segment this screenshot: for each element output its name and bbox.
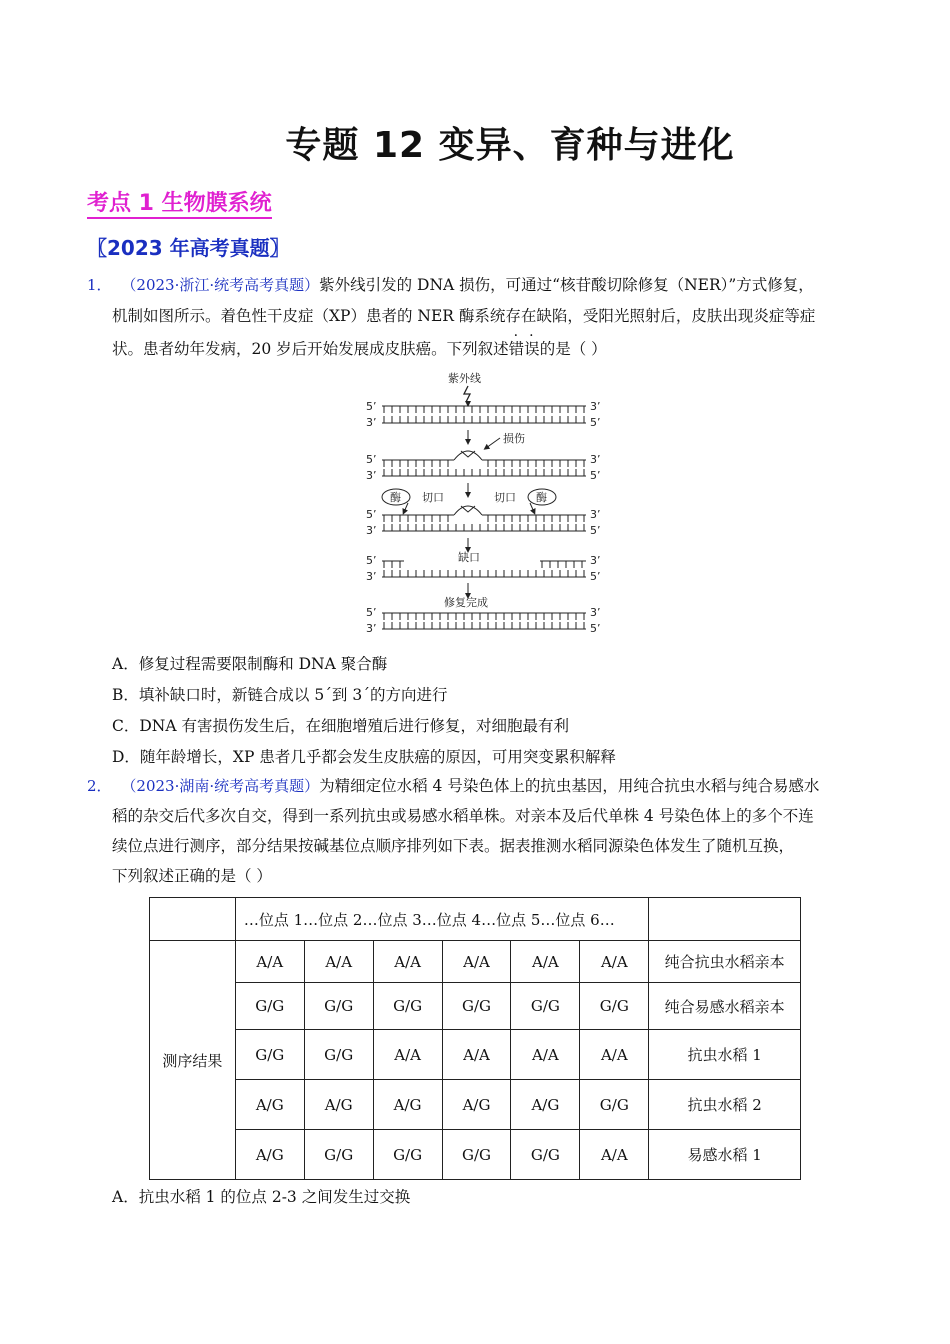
table-cell: G/G — [304, 1030, 373, 1080]
table-cell: G/G — [235, 983, 304, 1030]
end-label: 5’ — [366, 508, 377, 521]
table-header-empty — [649, 898, 801, 941]
page-title: 专题 12 变异、育种与进化 — [285, 125, 735, 166]
q2-option-a: A．抗虫水稻 1 的位点 2-3 之间发生过交换 — [112, 1188, 411, 1206]
table-cell: A/A — [442, 941, 511, 983]
table-cell: G/G — [511, 983, 580, 1030]
q2-text-line3: 续位点进行测序，部分结果按碱基位点顺序排列如下表。据表推测水稻同源染色体发生了随机互换， — [112, 837, 795, 855]
q2-text-line1: 为精细定位水稻 4 号染色体上的抗虫基因，用纯合抗虫水稻与纯合易感水 — [319, 777, 820, 795]
end-label: 3’ — [590, 554, 601, 567]
table-row — [150, 1080, 801, 1130]
end-label: 3’ — [590, 400, 601, 413]
table-cell: A/A — [580, 1030, 649, 1080]
table-cell: A/A — [304, 941, 373, 983]
q1-text-line3a: 状。患者幼年发病，20 岁后开始发展成皮肤癌。下列叙述 — [112, 340, 509, 358]
table-row — [150, 941, 801, 983]
end-label: 5’ — [366, 554, 377, 567]
q2-line1 — [87, 776, 819, 796]
table-cell: G/G — [304, 1130, 373, 1180]
end-label: 5’ — [590, 570, 601, 583]
table-cell: G/G — [442, 983, 511, 1030]
table-cell: A/G — [442, 1080, 511, 1130]
row-group-label: 测序结果 — [150, 941, 236, 1180]
q1-option-d: D．随年龄增长，XP 患者几乎都会发生皮肤癌的原因，可用突变累积解释 — [112, 748, 616, 766]
end-label: 3’ — [366, 416, 377, 429]
q1-emphasis-char1: 错 — [508, 340, 525, 358]
end-label: 3’ — [366, 622, 377, 635]
q2-text-line4: 下列叙述正确的是（ ） — [112, 867, 272, 885]
end-label: 5’ — [366, 453, 377, 466]
q1-line3 — [112, 339, 607, 359]
row-name: 抗虫水稻 1 — [649, 1030, 801, 1080]
q1-text-line3b: 的是（ ） — [539, 340, 607, 358]
row-name: 纯合抗虫水稻亲本 — [649, 941, 801, 983]
q1-line1 — [87, 275, 814, 295]
table-cell: A/A — [511, 1030, 580, 1080]
end-label: 5’ — [366, 606, 377, 619]
q1-option-b: B．填补缺口时，新链合成以 5ˊ到 3ˊ的方向进行 — [112, 686, 448, 704]
section-heading-text: 考点 1 生物膜系统 — [87, 191, 272, 219]
table-cell: A/G — [235, 1080, 304, 1130]
end-label: 3’ — [590, 606, 601, 619]
table-cell: A/A — [442, 1030, 511, 1080]
end-label: 5’ — [590, 524, 601, 537]
end-label: 5’ — [366, 400, 377, 413]
cut-label: 切口 — [494, 491, 516, 504]
section-heading — [87, 186, 272, 217]
table-cell: A/G — [511, 1080, 580, 1130]
table-cell: G/G — [373, 983, 442, 1030]
end-label: 3’ — [590, 453, 601, 466]
q1-source: （2023·浙江·统考高考真题） — [121, 276, 320, 294]
enzyme-label: 酶 — [536, 491, 547, 504]
table-cell: A/A — [580, 941, 649, 983]
q2-number: 2． — [87, 777, 112, 795]
q2-source: （2023·湖南·统考高考真题） — [121, 777, 320, 795]
q1-option-a: A．修复过程需要限制酶和 DNA 聚合酶 — [112, 655, 388, 673]
table-cell: G/G — [235, 1030, 304, 1080]
sequencing-table — [149, 897, 801, 1180]
table-cell: A/A — [373, 941, 442, 983]
table-cell: A/G — [235, 1130, 304, 1180]
table-cell: G/G — [442, 1130, 511, 1180]
ner-repair-diagram — [360, 368, 610, 640]
end-label: 5’ — [590, 469, 601, 482]
table-corner — [150, 898, 236, 941]
q1-emphasis-char2: 误 — [524, 340, 540, 358]
gap-label: 缺口 — [458, 551, 480, 564]
end-label: 3’ — [366, 524, 377, 537]
lightning-icon — [464, 386, 470, 402]
end-label: 3’ — [590, 508, 601, 521]
table-cell: A/A — [235, 941, 304, 983]
q1-option-c: C．DNA 有害损伤发生后，在细胞增殖后进行修复，对细胞最有利 — [112, 717, 569, 735]
damage-label: 损伤 — [503, 432, 525, 445]
table-cell: A/A — [511, 941, 580, 983]
table-cell: G/G — [580, 1080, 649, 1130]
arrow — [486, 438, 500, 448]
q1-text-line1: 紫外线引发的 DNA 损伤，可通过“核苷酸切除修复（NER）”方式修复， — [319, 276, 814, 294]
table-cell: A/G — [304, 1080, 373, 1130]
table-row — [150, 1130, 801, 1180]
row-name: 易感水稻 1 — [649, 1130, 801, 1180]
table-row — [150, 983, 801, 1030]
end-label: 5’ — [590, 622, 601, 635]
table-cell: A/A — [580, 1130, 649, 1180]
table-header: …位点 1…位点 2…位点 3…位点 4…位点 5…位点 6… — [235, 898, 648, 941]
table-cell: G/G — [511, 1130, 580, 1180]
table-cell: G/G — [373, 1130, 442, 1180]
end-label: 5’ — [590, 416, 601, 429]
table-cell: A/G — [373, 1080, 442, 1130]
table-cell: G/G — [580, 983, 649, 1030]
table-row — [150, 1030, 801, 1080]
subsection-heading: 〖2023 年高考真题〗 — [87, 236, 290, 260]
repair-done-label: 修复完成 — [444, 596, 488, 609]
enzyme-label: 酶 — [390, 491, 401, 504]
arrow — [404, 503, 408, 512]
table-cell: G/G — [304, 983, 373, 1030]
end-label: 3’ — [366, 469, 377, 482]
q2-text-line2: 稻的杂交后代多次自交，得到一系列抗虫或易感水稻单株。对亲本及后代单株 4 号染色体上的多个不连 — [112, 807, 814, 825]
arrow — [530, 503, 534, 512]
table-cell: A/A — [373, 1030, 442, 1080]
row-name: 抗虫水稻 2 — [649, 1080, 801, 1130]
cut-label: 切口 — [422, 491, 444, 504]
q1-text-line2: 机制如图所示。着色性干皮症（XP）患者的 NER 酶系统存在缺陷，受阳光照射后，皮肤出现炎症等症 — [112, 307, 816, 325]
q1-number: 1． — [87, 276, 112, 294]
damage-bulge — [454, 506, 482, 515]
end-label: 3’ — [366, 570, 377, 583]
damage-bulge — [454, 451, 482, 460]
row-name: 纯合易感水稻亲本 — [649, 983, 801, 1030]
uv-label: 紫外线 — [448, 372, 481, 385]
